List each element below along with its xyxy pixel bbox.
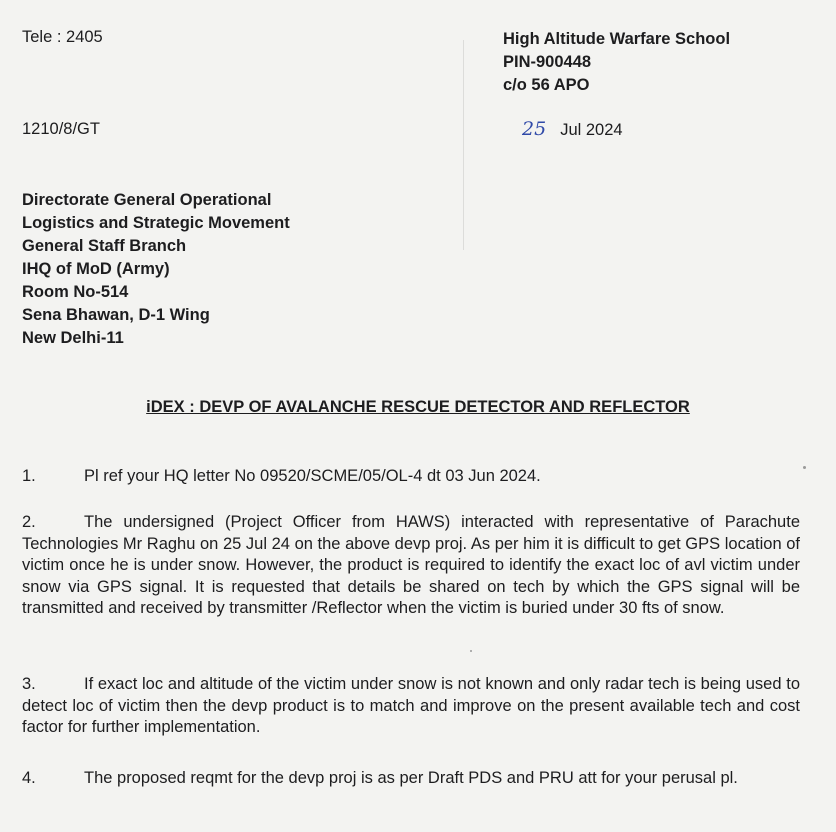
addressee-line: Directorate General Operational bbox=[22, 191, 272, 209]
paragraph-1 bbox=[22, 466, 800, 488]
subject-heading: iDEX : DEVP OF AVALANCHE RESCUE DETECTOR AND REFLECTOR bbox=[146, 398, 690, 416]
sender-line: PIN-900448 bbox=[503, 53, 592, 71]
letter-date bbox=[522, 118, 623, 140]
paragraph-2 bbox=[22, 512, 800, 620]
paragraph-3 bbox=[22, 674, 800, 739]
paragraph-4 bbox=[22, 768, 800, 790]
paragraph-text: The proposed reqmt for the devp proj is as per Draft PDS and PRU att for your perusal pl. bbox=[84, 769, 738, 787]
sender-line: High Altitude Warfare School bbox=[503, 30, 731, 48]
addressee-line: Room No-514 bbox=[22, 283, 129, 301]
sender-address bbox=[503, 28, 730, 97]
paragraph-text: Pl ref your HQ letter No 09520/SCME/05/OL-4 dt 03 Jun 2024. bbox=[84, 467, 541, 485]
addressee-line: General Staff Branch bbox=[22, 237, 187, 255]
handwritten-day: 25 bbox=[522, 118, 547, 140]
addressee-line: New Delhi-11 bbox=[22, 329, 124, 347]
paper-speck bbox=[470, 650, 472, 652]
paragraph-number: 4. bbox=[22, 769, 36, 787]
addressee-line: Logistics and Strategic Movement bbox=[22, 214, 290, 232]
sender-line: c/o 56 APO bbox=[503, 76, 590, 94]
addressee-line: Sena Bhawan, D-1 Wing bbox=[22, 306, 210, 324]
paragraph-text: The undersigned (Project Officer from HAWS) interacted with representative of Parachute Technologies Mr Raghu on 25 Jul 24 on the above devp proj. As per him it is difficult to get GPS location of victim once he is under snow. However, the product is required to identify the exact loc of avl victim under snow via GPS signal. It is requested that details be shared on tech by which the GPS signal will be transmitted and received by transmitter /Reflector when the victim is buried under 30 fts of snow. bbox=[22, 513, 800, 617]
paragraph-text: If exact loc and altitude of the victim under snow is not known and only radar tech is being used to detect loc of victim then the devp product is to match and improve on the present available tech and cost factor for further implementation. bbox=[22, 675, 800, 736]
date-month-year: Jul 2024 bbox=[560, 121, 623, 139]
telephone-number: Tele : 2405 bbox=[22, 28, 103, 46]
addressee-line: IHQ of MoD (Army) bbox=[22, 260, 170, 278]
paragraph-number: 1. bbox=[22, 467, 36, 485]
file-number: 1210/8/GT bbox=[22, 120, 100, 138]
paragraph-number: 2. bbox=[22, 513, 36, 531]
addressee-block bbox=[22, 189, 290, 350]
paper-speck bbox=[803, 466, 806, 469]
paragraph-number: 3. bbox=[22, 675, 36, 693]
paper-fold-line bbox=[463, 40, 464, 250]
